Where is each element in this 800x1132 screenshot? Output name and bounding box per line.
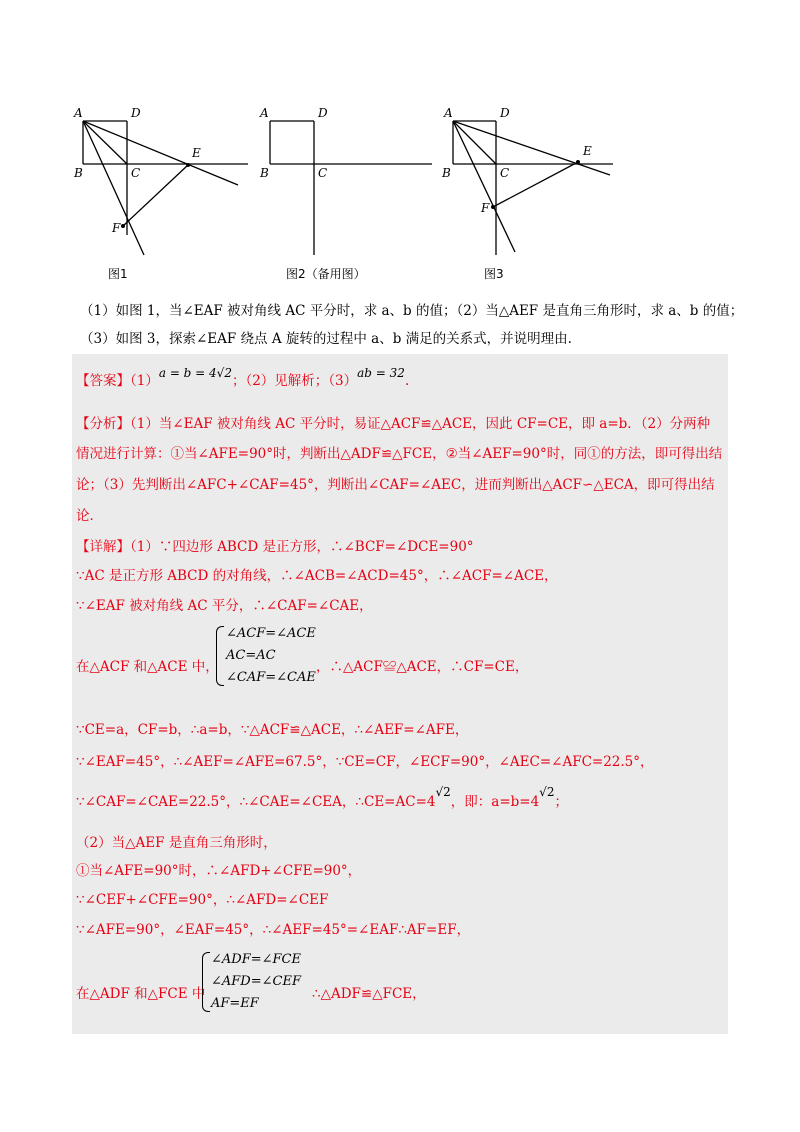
question-line-1: （1）如图 1，当∠EAF 被对角线 AC 平分时，求 a、b 的值；（2）当△AEF 是直角三角形时，求 a、b 的值； [80,303,744,319]
analysis-tag: 【分析】 [76,416,130,432]
detail-line-10: ∵∠CEF+∠CFE=90°，∴∠AFD=∠CEF [76,892,329,908]
svg-text:E: E [192,146,201,160]
detail-line-7: ∵∠CAF=∠CAE=22.5°，∴∠CAE=∠CEA，∴CE=AC=4√2，即：a=b=4√2； [76,785,568,810]
svg-text:E: E [583,144,592,158]
analysis-line-4: 论． [76,508,103,524]
detail-line-9: ①当∠AFE=90°时，∴∠AFD+∠CFE=90°， [76,863,362,879]
svg-text:F: F [481,201,490,215]
question-line-2: （3）如图 3，探索∠EAF 绕点 A 旋转的过程中 a、b 满足的关系式，并说明理由. [80,331,572,347]
geometry-figures [60,95,740,295]
figure-1 [83,121,248,255]
svg-text:D: D [131,106,141,120]
svg-text:D: D [500,106,510,120]
svg-text:B: B [260,166,269,180]
analysis-line-2: 情况进行计算：①当∠AFE=90°时，判断出△ADF≌△FCE，②当∠AEF=90°时，同①的方法，即可得出结 [76,446,723,462]
answer-line: 【答案】（1）a = b = 4√2；（2）见解析；（3）ab = 32. [76,366,410,389]
svg-text:A: A [74,106,83,120]
detail-line-11: ∵∠AFE=90°，∠EAF=45°，∴∠AEF=45°=∠EAF∴AF=EF， [76,922,471,938]
system-brace-1 [216,626,224,686]
detail-line-8: （2）当△AEF 是直角三角形时， [76,835,277,851]
detail-line-4b: ，∴△ACF≌△ACE，∴CF=CE， [316,659,529,675]
detail-tag: 【详解】 [76,539,130,555]
caption-fig1: 图1 [108,267,128,281]
svg-text:D: D [318,106,328,120]
detail-line-4a: 在△ACF 和△ACE 中， [76,659,219,675]
detail-line-3: ∵∠EAF 被对角线 AC 平分，∴∠CAF=∠CAE， [76,598,373,614]
analysis-line-3: 论；（3）先判断出∠AFC+∠CAF=45°，判断出∠CAF=∠AEC，进而判断出△ACF∽△ECA，即可得出结 [76,477,715,493]
fig1-diag-ac [83,121,127,164]
detail-line-6: ∵∠EAF=45°，∴∠AEF=∠AFE=67.5°，∵CE=CF，∠ECF=90°，∠AEC=∠AFC=22.5°， [76,754,654,770]
answer-eq-3: ab = 32 [357,366,405,380]
caption-fig3: 图3 [484,267,504,281]
answer-eq-1: a = b = 4√2 [158,366,232,380]
fig1-ray-ae [83,121,238,185]
detail-line-5: ∵CE=a，CF=b，∴a=b，∵△ACF≌△ACE，∴∠AEF=∠AFE， [76,722,469,738]
svg-text:C: C [318,166,328,180]
detail-line-1: 【详解】（1）∵四边形 ABCD 是正方形，∴∠BCF=∠DCE=90° [76,539,474,555]
svg-text:A: A [260,106,269,120]
svg-text:C: C [131,166,141,180]
svg-text:C: C [500,166,510,180]
svg-text:A: A [444,106,453,120]
svg-text:F: F [112,221,121,235]
analysis-line-1: 【分析】（1）当∠EAF 被对角线 AC 平分时，易证△ACF≌△ACE，因此 CF=CE，即 a=b．（2）分两种 [76,416,711,432]
system-1: ∠ACF=∠ACE AC=AC ∠CAF=∠CAE [226,626,316,685]
detail-line-12a: 在△ADF 和△FCE 中 [76,986,206,1002]
figure-3 [453,121,613,255]
svg-text:B: B [74,166,83,180]
caption-fig2: 图2（备用图） [286,267,366,281]
figure-2 [270,121,432,255]
detail-line-12b: ∴△ADF≌△FCE， [312,986,426,1002]
svg-text:B: B [442,166,451,180]
answer-tag: 【答案】 [76,373,130,389]
detail-line-2: ∵AC 是正方形 ABCD 的对角线，∴∠ACB=∠ACD=45°，∴∠ACF=∠ACE， [76,568,558,584]
figures-area [60,95,740,295]
system-2: ∠ADF=∠FCE ∠AFD=∠CEF AF=EF [211,952,301,1011]
